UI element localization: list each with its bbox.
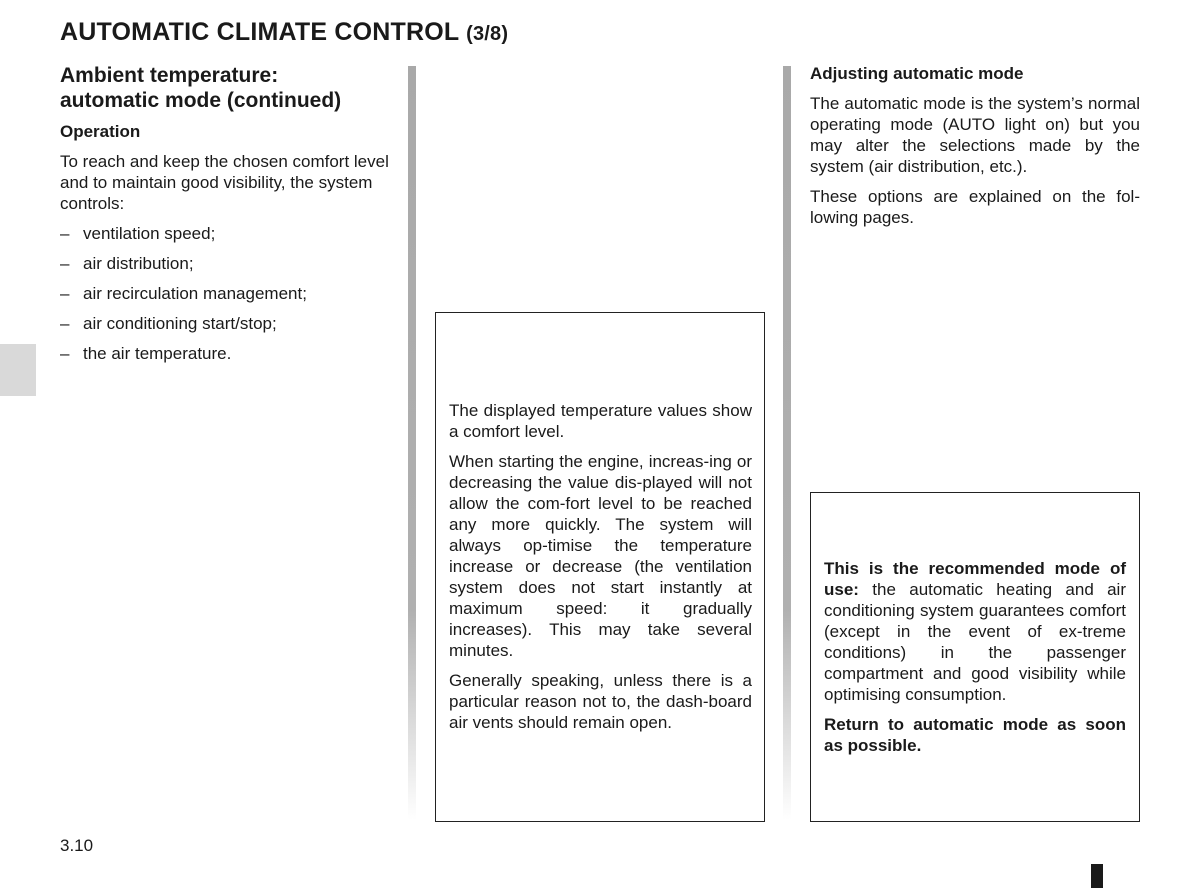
recommendation-box [810, 492, 1140, 822]
section-heading-line2: automatic mode (continued) [60, 89, 342, 112]
comfort-info-p1: The displayed temperature values show a comfort level. [449, 401, 752, 441]
list-item-text: air conditioning start/stop; [83, 314, 277, 333]
page-title-text: AUTOMATIC CLIMATE CONTROL [60, 18, 459, 46]
controls-list [60, 223, 392, 364]
column-divider-left [408, 66, 416, 820]
comfort-info-text [449, 400, 752, 742]
page-edge-marker [1091, 864, 1103, 888]
comfort-info-box [435, 312, 765, 822]
comfort-info-p2: When starting the engine, increas-ing or decreasing the value dis-played will not allow the com-fort level to be reached any more quickly. The system will always op-timise the temperature increase or decrease (the ventilation system does not start instantly at maximum speed: it gradually increases). This may take several minutes. [449, 452, 752, 660]
section-heading [60, 63, 400, 113]
list-dash: – [60, 344, 70, 363]
list-item [60, 343, 392, 364]
list-item [60, 313, 392, 334]
left-column [60, 121, 392, 373]
list-item-text: ventilation speed; [83, 224, 216, 243]
adjusting-subheading: Adjusting automatic mode [810, 64, 1024, 83]
section-heading-line1: Ambient temperature: [60, 64, 279, 87]
page-title-part: (3/8) [466, 23, 509, 45]
adjusting-p1: The automatic mode is the system’s normal operating mode (AUTO light on) but you may alter the selections made by the system (air distribution, etc.). [810, 94, 1140, 176]
page-title [60, 18, 508, 47]
list-item [60, 253, 392, 274]
list-item [60, 223, 392, 244]
column-divider-right [783, 66, 791, 820]
recommendation-p2: Return to automatic mode as soon as possible. [824, 715, 1126, 755]
right-column [810, 63, 1140, 237]
operation-intro: To reach and keep the chosen comfort level and to maintain good visibility, the system controls: [60, 152, 389, 213]
recommendation-text [824, 558, 1126, 765]
recommendation-p1 [824, 558, 1126, 705]
comfort-info-p3: Generally speaking, unless there is a particular reason not to, the dash-board air vents should remain open. [449, 671, 752, 732]
recommendation-body: the automatic heating and air conditioning system guarantees comfort (except in the event of ex-treme conditions) in the passenger compartment and good visibility while optimising consumption. [824, 580, 1126, 704]
recommendation-lead: This is the recommended mode of use: [824, 559, 1126, 599]
list-dash: – [60, 254, 70, 273]
list-item-text: the air temperature. [83, 344, 232, 363]
page-number: 3.10 [60, 836, 94, 855]
list-item [60, 283, 392, 304]
list-dash: – [60, 284, 70, 303]
list-dash: – [60, 314, 70, 333]
list-item-text: air recirculation management; [83, 284, 307, 303]
adjusting-p2: These options are explained on the fol-lowing pages. [810, 187, 1140, 227]
list-item-text: air distribution; [83, 254, 194, 273]
list-dash: – [60, 224, 70, 243]
section-tab-marker [0, 344, 36, 396]
operation-subheading: Operation [60, 122, 141, 141]
